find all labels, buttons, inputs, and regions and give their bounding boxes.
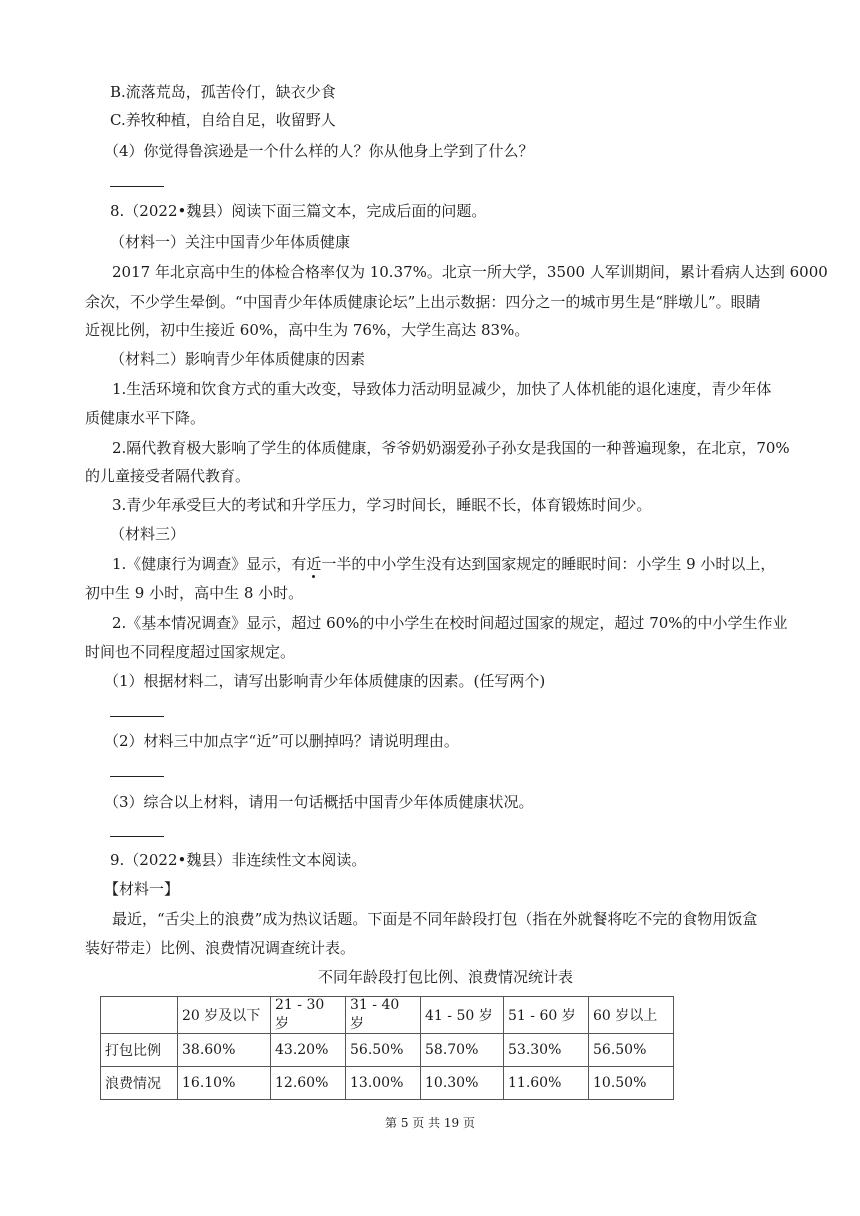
table-cell: 11.60% (504, 1067, 589, 1100)
table-cell: 12.60% (271, 1067, 346, 1100)
table-cell: 10.50% (589, 1067, 674, 1100)
q8-material2-title: （材料二）影响青少年体质健康的因素 (110, 350, 366, 368)
table-cell: 10.30% (421, 1067, 504, 1100)
q8-sub-question-1: （1）根据材料二，请写出影响青少年体质健康的因素。(任写两个) (104, 672, 546, 690)
table-header-cell: 60 岁以上 (589, 997, 674, 1034)
q8-material3-item (112, 554, 775, 574)
q8-material3-item: 时间也不同程度超过国家规定。 (85, 643, 296, 661)
table-row (101, 1067, 674, 1100)
page-footer: 第 5 页 共 19 页 (385, 1116, 475, 1130)
q7-sub-question-4: （4）你觉得鲁滨逊是一个什么样的人？你从他身上学到了什么？ (104, 142, 534, 160)
q8-material1-text: 余次，不少学生晕倒。“中国青少年体质健康论坛”上出示数据：四分之一的城市男生是“胖墩儿”。眼睛 (85, 293, 761, 311)
table-cell: 56.50% (346, 1034, 421, 1067)
q8-header: 8.（2022•魏县）阅读下面三篇文本，完成后面的问题。 (110, 202, 487, 220)
q9-text: 装好带走）比例、浪费情况调查统计表。 (85, 939, 356, 957)
q9-material1-title: 【材料一】 (104, 880, 180, 898)
q7-option-c: C.养牧种植，自给自足，收留野人 (110, 111, 336, 129)
table-header-cell: 21 - 30 岁 (271, 997, 346, 1034)
q7-option-b: B.流落荒岛，孤苦伶仃，缺衣少食 (110, 83, 336, 101)
q8-material3-title: （材料三） (110, 525, 186, 543)
table-header-cell: 51 - 60 岁 (504, 997, 589, 1034)
table-cell: 56.50% (589, 1034, 674, 1067)
q8-material3-item: 2.《基本情况调查》显示，超过 60%的中小学生在校时间超过国家的规定，超过 70%的中小学生作业 (112, 614, 788, 632)
text-span: 1.《健康行为调查》显示，有 (112, 555, 307, 573)
table-cell: 16.10% (178, 1067, 271, 1100)
answer-blank (110, 836, 164, 837)
table-row-label: 打包比例 (101, 1034, 178, 1067)
q8-material1-text: 2017 年北京高中生的体检合格率仅为 10.37%。北京一所大学，3500 人军训期间，累计看病人达到 6000 (112, 263, 828, 281)
q8-material3-item: 初中生 9 小时，高中生 8 小时。 (85, 584, 304, 602)
table-row-label: 浪费情况 (101, 1067, 178, 1100)
q8-material2-item: 3.青少年承受巨大的考试和升学压力，学习时间长，睡眠不长，体育锻炼时间少。 (112, 496, 652, 514)
q8-material2-item: 2.隔代教育极大影响了学生的体质健康，爷爷奶奶溺爱孙子孙女是我国的一种普遍现象，在北京，70% (112, 439, 790, 457)
table-title: 不同年龄段打包比例、浪费情况统计表 (318, 968, 574, 986)
text-span: 一半的中小学生没有达到国家规定的睡眠时间：小学生 9 小时以上， (321, 555, 776, 573)
table-cell: 43.20% (271, 1034, 346, 1067)
q8-material1-title: （材料一）关注中国青少年体质健康 (110, 233, 351, 251)
q9-header: 9.（2022•魏县）非连续性文本阅读。 (110, 851, 367, 869)
table-cell: 58.70% (421, 1034, 504, 1067)
table-header-cell: 41 - 50 岁 (421, 997, 504, 1034)
answer-blank (110, 186, 164, 187)
table-cell: 13.00% (346, 1067, 421, 1100)
answer-blank (110, 776, 164, 777)
table-header-cell: 20 岁及以下 (178, 997, 271, 1034)
table-cell: 53.30% (504, 1034, 589, 1067)
q8-material2-item: 1.生活环境和饮食方式的重大改变，导致体力活动明显减少，加快了人体机能的退化速度，青少年体 (112, 380, 772, 398)
table-header-row (101, 997, 674, 1034)
q8-sub-question-3: （3）综合以上材料，请用一句话概括中国青少年体质健康状况。 (104, 793, 534, 811)
q8-material2-item: 的儿童接受者隔代教育。 (85, 467, 251, 485)
stats-table (100, 996, 674, 1100)
q8-material2-item: 质健康水平下降。 (85, 409, 206, 427)
table-cell: 38.60% (178, 1034, 271, 1067)
table-header-cell: 31 - 40 岁 (346, 997, 421, 1034)
q9-text: 最近，“舌尖上的浪费”成为热议话题。下面是不同年龄段打包（指在外就餐将吃不完的食物用饭盒 (112, 910, 758, 928)
table-row (101, 1034, 674, 1067)
table-header-cell (101, 997, 178, 1034)
answer-blank (110, 716, 164, 717)
q8-material1-text: 近视比例，初中生接近 60%，高中生为 76%，大学生高达 83%。 (85, 321, 530, 339)
q8-sub-question-2: （2）材料三中加点字“近”可以删掉吗？请说明理由。 (104, 732, 459, 750)
emphasis-dotted-char: 近 (306, 555, 322, 573)
